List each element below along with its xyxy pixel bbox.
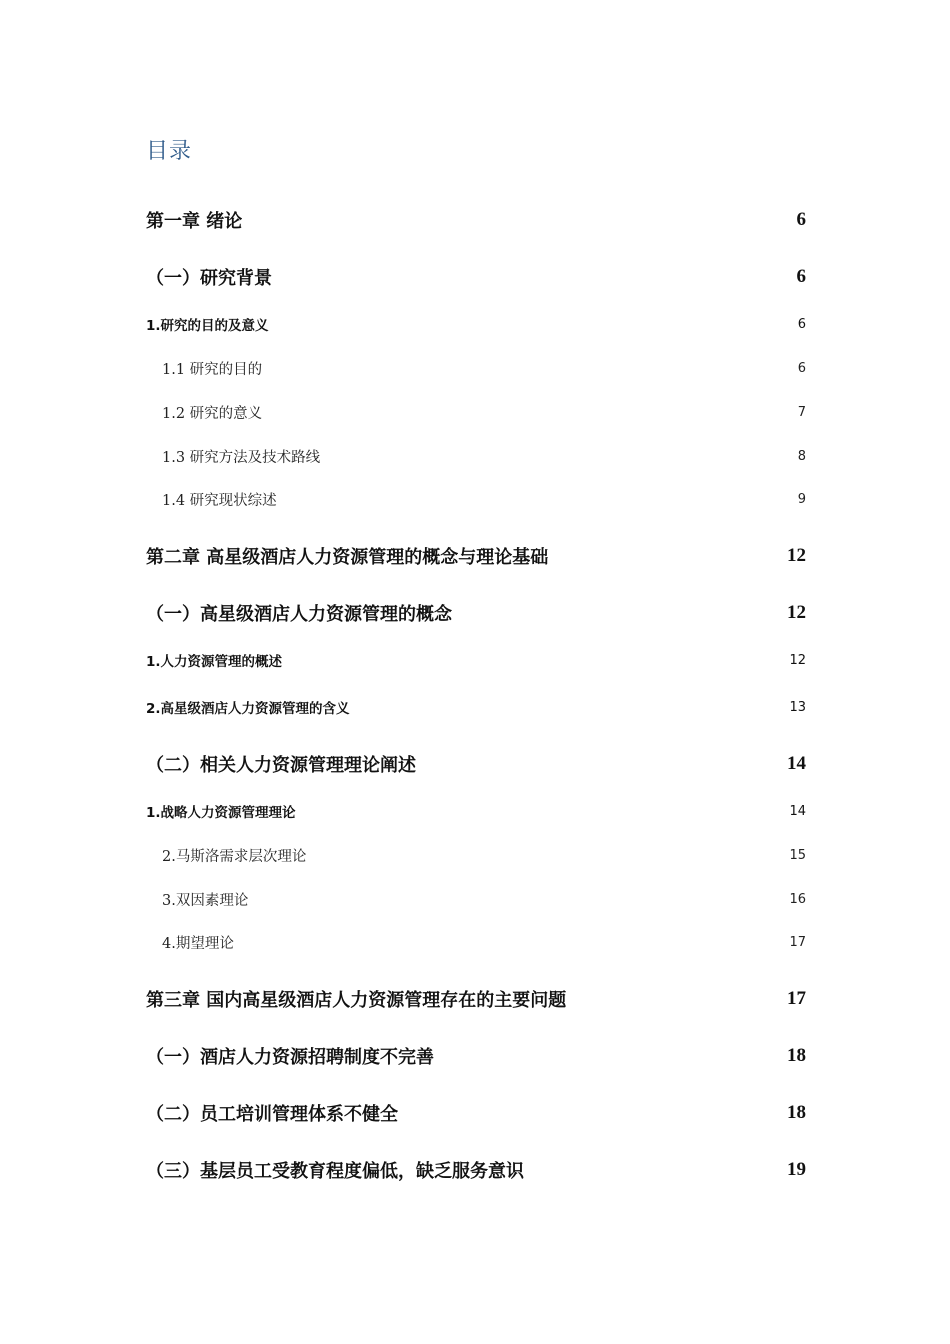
toc-entry-label: 1.3 研究方法及技术路线 [162, 449, 321, 466]
toc-entry-label: 第一章 绪论 [146, 211, 243, 232]
toc-title: 目录 [146, 139, 193, 164]
toc-entry-subsection[interactable] [146, 644, 806, 676]
toc-entry-label: 2.马斯洛需求层次理论 [162, 848, 307, 865]
toc-entry-page: 17 [787, 988, 806, 1009]
toc-entry-section[interactable] [146, 1040, 806, 1072]
toc-entry-label: （二）相关人力资源管理理论阐述 [146, 755, 416, 776]
toc-entry-label: 2.高星级酒店人力资源管理的含义 [146, 701, 350, 717]
toc-entry-label: 3.双因素理论 [162, 892, 249, 909]
toc-entry-label: 1.4 研究现状综述 [162, 492, 277, 509]
toc-entry-subsection[interactable] [146, 308, 806, 340]
toc-entry-label: 1.人力资源管理的概述 [146, 654, 283, 670]
toc-entry-label: （一）酒店人力资源招聘制度不完善 [146, 1047, 434, 1068]
toc-entry-page: 7 [797, 404, 806, 420]
toc-entry-page: 6 [797, 360, 806, 376]
toc-entry-label: 1.研究的目的及意义 [146, 318, 269, 334]
toc-entry-label: 第二章 高星级酒店人力资源管理的概念与理论基础 [146, 547, 549, 568]
toc-entry-label: （三）基层员工受教育程度偏低，缺乏服务意识 [146, 1161, 524, 1182]
toc-entry-item[interactable] [146, 483, 806, 515]
toc-entry-page: 17 [789, 934, 806, 950]
toc-entry-page: 6 [796, 266, 806, 287]
toc-entry-page: 12 [789, 652, 806, 668]
toc-entry-label: （二）员工培训管理体系不健全 [146, 1104, 398, 1125]
toc-entry-item[interactable] [146, 839, 806, 871]
toc-entry-section[interactable] [146, 1097, 806, 1129]
toc-entry-page: 8 [797, 448, 806, 464]
toc-entry-section[interactable] [146, 748, 806, 780]
toc-entry-page: 18 [787, 1045, 806, 1066]
toc-entry-item[interactable] [146, 396, 806, 428]
toc-entry-item[interactable] [146, 883, 806, 915]
toc-entry-page: 14 [789, 803, 806, 819]
toc-entry-page: 19 [787, 1159, 806, 1180]
toc-entry-page: 14 [787, 753, 806, 774]
toc-entry-subsection[interactable] [146, 691, 806, 723]
toc-entry-label: 4.期望理论 [162, 935, 234, 952]
toc-entry-page: 6 [796, 209, 806, 230]
toc-entry-chapter-3[interactable] [146, 983, 806, 1015]
toc-entry-page: 18 [787, 1102, 806, 1123]
toc-entry-item[interactable] [146, 352, 806, 384]
toc-entry-page: 9 [797, 491, 806, 507]
toc-entry-label: （一）研究背景 [146, 268, 272, 289]
toc-entry-label: 1.1 研究的目的 [162, 361, 263, 378]
toc-entry-page: 16 [789, 891, 806, 907]
toc-entry-page: 6 [797, 316, 806, 332]
toc-entry-label: （一）高星级酒店人力资源管理的概念 [146, 604, 452, 625]
toc-entry-section[interactable] [146, 1154, 806, 1186]
toc-entry-chapter-2[interactable] [146, 540, 806, 572]
toc-entry-item[interactable] [146, 440, 806, 472]
toc-entry-page: 15 [789, 847, 806, 863]
toc-entry-chapter-1[interactable] [146, 204, 806, 236]
toc-entry-section[interactable] [146, 261, 806, 293]
toc-entry-label: 第三章 国内高星级酒店人力资源管理存在的主要问题 [146, 990, 567, 1011]
toc-entry-label: 1.战略人力资源管理理论 [146, 805, 296, 821]
toc-entry-section[interactable] [146, 597, 806, 629]
toc-entry-page: 13 [789, 699, 806, 715]
toc-entry-subsection[interactable] [146, 795, 806, 827]
toc-entry-page: 12 [787, 602, 806, 623]
toc-entry-label: 1.2 研究的意义 [162, 405, 263, 422]
toc-entry-page: 12 [787, 545, 806, 566]
toc-entry-item[interactable] [146, 926, 806, 958]
